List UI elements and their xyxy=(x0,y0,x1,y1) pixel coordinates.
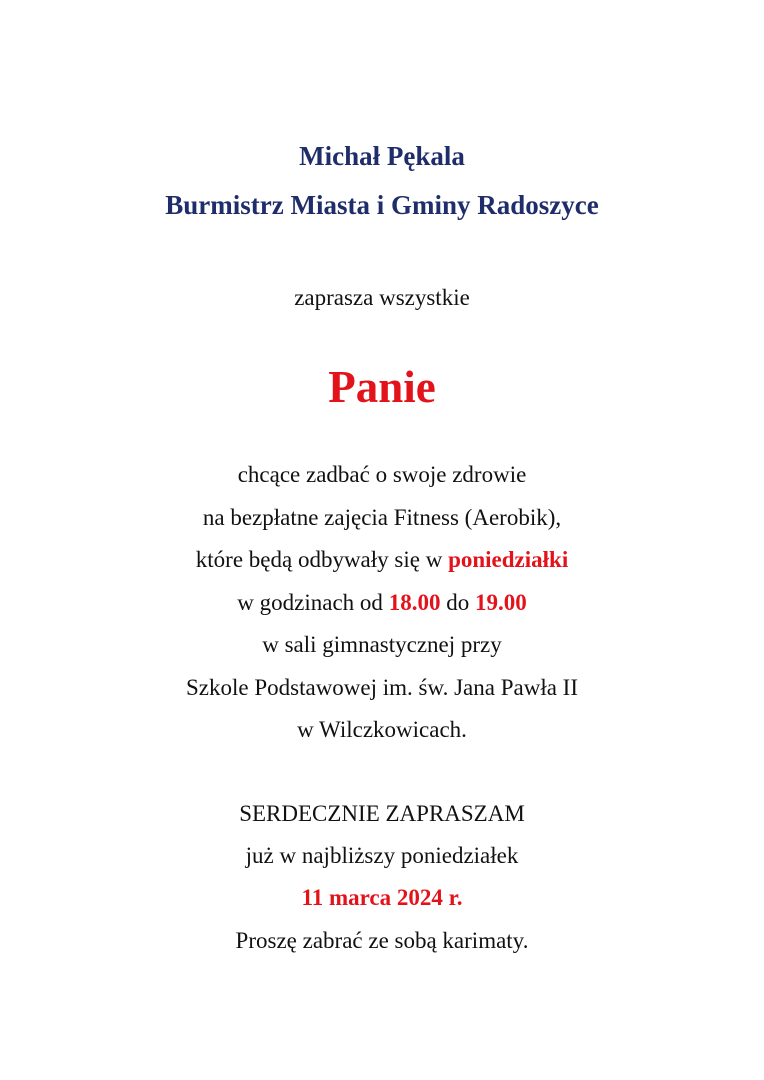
body-line-5: w sali gimnastycznej przy xyxy=(262,632,502,657)
body-line-7: w Wilczkowicach. xyxy=(297,717,467,742)
meeting-day: poniedziałki xyxy=(448,547,569,572)
body-line-6: Szkole Podstawowej im. św. Jana Pawła II xyxy=(186,675,578,700)
body-line-1: chcące zadbać o swoje zdrowie xyxy=(237,462,527,487)
time-to: 19.00 xyxy=(474,590,527,615)
body-line-4-prefix: w godzinach od xyxy=(237,590,389,615)
audience-heading: Panie xyxy=(328,362,436,412)
organizer-name: Michał Pękala xyxy=(299,141,465,171)
body-line-4 xyxy=(0,590,764,616)
event-date: 11 marca 2024 r. xyxy=(301,885,463,910)
body-line-4-mid: do xyxy=(440,590,475,615)
closing-invite: SERDECZNIE ZAPRASZAM xyxy=(239,801,525,826)
body-line-3-prefix: które będą odbywały się w xyxy=(195,547,449,572)
body-line-2: na bezpłatne zajęcia Fitness (Aerobik), xyxy=(202,505,562,530)
intro-text: zaprasza wszystkie xyxy=(294,285,470,310)
time-from: 18.00 xyxy=(388,590,441,615)
organizer-title: Burmistrz Miasta i Gminy Radoszyce xyxy=(165,190,599,220)
body-line-3 xyxy=(0,547,764,573)
closing-note: Proszę zabrać ze sobą karimaty. xyxy=(235,928,529,953)
closing-next: już w najbliższy poniedziałek xyxy=(245,843,519,868)
